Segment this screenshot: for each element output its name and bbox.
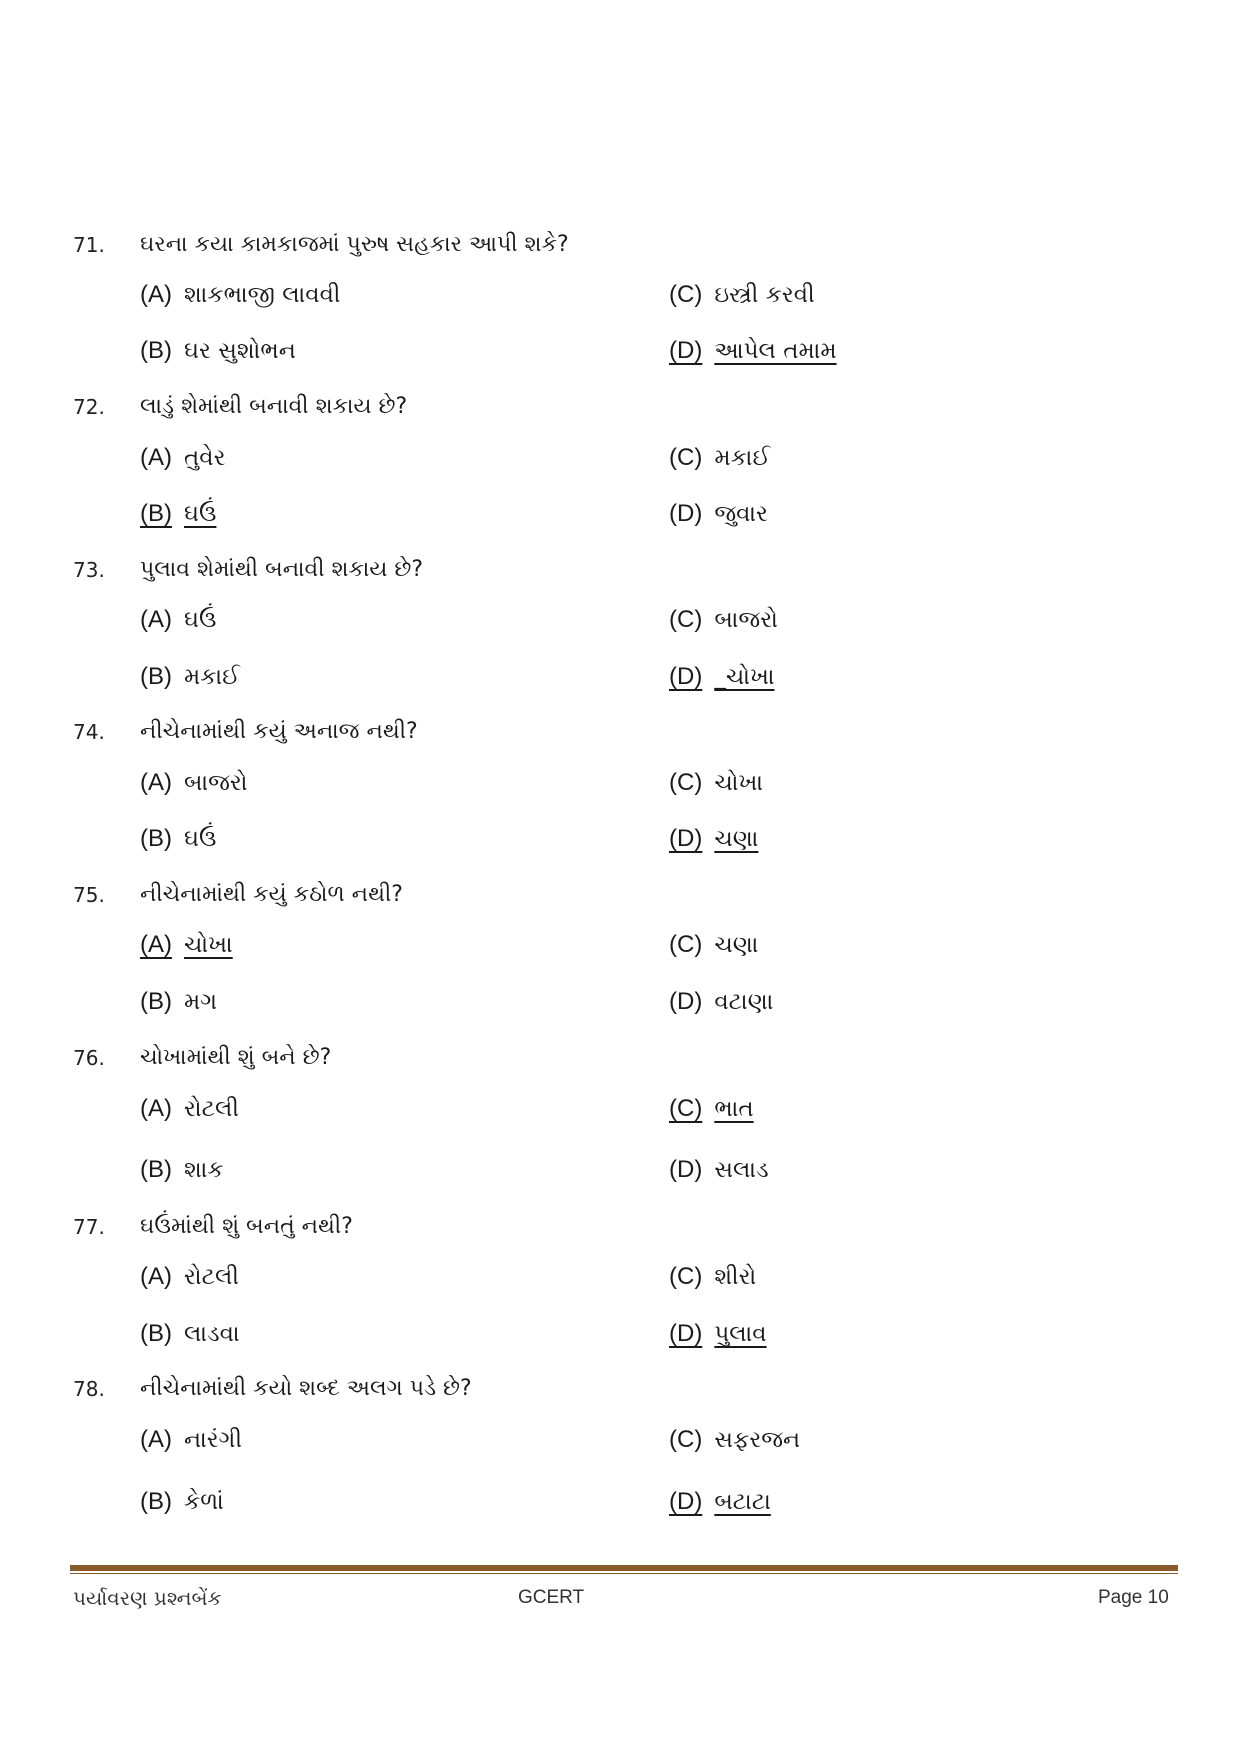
option-label: (D): [669, 1488, 703, 1515]
option-text: ઇસ્ત્રી કરવી: [714, 282, 815, 308]
option-b-correct: [140, 496, 216, 532]
option-label: (A): [140, 1095, 172, 1122]
question-number: 74.: [73, 720, 105, 744]
option-b: [140, 1484, 224, 1520]
option-c: [669, 1422, 800, 1458]
option-c: [669, 440, 770, 476]
option-b: [140, 984, 217, 1020]
option-a: [140, 1422, 242, 1458]
footer-page-number: Page 10: [1098, 1587, 1169, 1608]
option-text: વટાણા: [714, 989, 774, 1015]
option-label: (A): [140, 444, 172, 471]
question-text: નીચેનામાંથી કયું અનાજ નથી?: [140, 719, 418, 744]
option-d: [669, 984, 773, 1020]
question-76: [0, 1041, 1241, 1075]
question-number: 73.: [73, 558, 105, 582]
option-label: (C): [669, 931, 703, 958]
option-text: સલાડ: [714, 1157, 769, 1183]
question-71: [0, 228, 1241, 262]
option-d-correct: [669, 659, 775, 695]
option-text: મકાઈ: [184, 664, 240, 690]
option-text: રોટલી: [184, 1096, 239, 1122]
option-text: ચોખા: [714, 770, 764, 796]
question-number: 76.: [73, 1046, 105, 1070]
option-label: (D): [669, 988, 703, 1015]
option-label: (C): [669, 769, 703, 796]
option-label: (D): [669, 825, 703, 852]
question-78: [0, 1372, 1241, 1406]
question-number: 77.: [73, 1215, 105, 1239]
option-text: રોટલી: [184, 1264, 239, 1290]
option-label: (C): [669, 1426, 703, 1453]
option-label: (A): [140, 1426, 172, 1453]
option-a: [140, 765, 248, 801]
option-label: (B): [140, 337, 172, 364]
option-a: [140, 1259, 239, 1295]
option-d-correct: [669, 821, 758, 857]
option-text: આપેલ તમામ: [714, 338, 837, 364]
option-label: (D): [669, 500, 703, 527]
question-text: ચોખામાંથી શું બને છે?: [140, 1045, 332, 1070]
option-text: ભાત: [714, 1096, 754, 1122]
option-label: (C): [669, 281, 703, 308]
question-number: 75.: [73, 883, 105, 907]
option-text: જુવાર: [714, 501, 768, 527]
option-text: પુલાવ: [714, 1321, 767, 1347]
option-label: (B): [140, 1320, 172, 1347]
option-label: (A): [140, 931, 172, 958]
option-b: [140, 659, 240, 695]
option-label: (C): [669, 1095, 703, 1122]
option-label: (C): [669, 1263, 703, 1290]
question-number: 71.: [73, 233, 105, 257]
option-label: (A): [140, 1263, 172, 1290]
option-d: [669, 1152, 769, 1188]
question-75: [0, 878, 1241, 912]
option-text: ઘઉં: [184, 501, 217, 527]
option-text: નારંગી: [184, 1427, 243, 1453]
question-73: [0, 553, 1241, 587]
option-c: [669, 602, 778, 638]
question-text: પુલાવ શેમાંથી બનાવી શકાય છે?: [140, 557, 424, 582]
option-label: (D): [669, 663, 703, 690]
option-text: ચોખા: [184, 932, 233, 958]
question-number: 78.: [73, 1377, 105, 1401]
option-text: શાક: [184, 1157, 224, 1183]
option-b: [140, 1152, 224, 1188]
option-label: (D): [669, 337, 703, 364]
option-c: [669, 1259, 756, 1295]
option-b: [140, 1316, 240, 1352]
option-c: [669, 927, 758, 963]
footer-divider-thin: [70, 1573, 1178, 1574]
option-a: [140, 277, 341, 313]
option-label: (B): [140, 825, 172, 852]
option-text: સફરજન: [714, 1427, 801, 1453]
option-b: [140, 821, 216, 857]
option-label: (C): [669, 606, 703, 633]
option-text: ઘર સુશોભન: [184, 338, 296, 364]
question-number: 72.: [73, 395, 105, 419]
option-d: [669, 496, 768, 532]
option-text: કેળાં: [184, 1489, 224, 1515]
option-label: (A): [140, 769, 172, 796]
question-text: લાડું શેમાંથી બનાવી શકાય છે?: [140, 394, 408, 419]
option-text: તુવેર: [184, 445, 226, 471]
option-text: ચણા: [714, 932, 759, 958]
option-a-correct: [140, 927, 233, 963]
option-text: બટાટા: [714, 1489, 771, 1515]
option-text: _ચોખા: [714, 664, 775, 690]
question-74: [0, 715, 1241, 749]
option-text: મકાઈ: [714, 445, 771, 471]
option-label: (B): [140, 1488, 172, 1515]
footer-divider: [70, 1565, 1178, 1571]
question-77: [0, 1210, 1241, 1244]
question-text: ઘઉંમાંથી શું બનતું નથી?: [140, 1214, 353, 1239]
option-c-correct: [669, 1091, 754, 1127]
option-a: [140, 1091, 239, 1127]
option-label: (B): [140, 663, 172, 690]
option-text: શાકભાજી લાવવી: [184, 282, 341, 308]
option-label: (D): [669, 1320, 703, 1347]
question-72: [0, 390, 1241, 424]
option-text: મગ: [184, 989, 218, 1015]
option-text: ઘઉં: [184, 826, 217, 852]
option-text: ચણા: [714, 826, 759, 852]
option-text: બાજરો: [714, 607, 778, 633]
question-text: નીચેનામાંથી કયું કઠોળ નથી?: [140, 882, 403, 907]
option-label: (C): [669, 444, 703, 471]
option-label: (A): [140, 281, 172, 308]
option-text: લાડવા: [184, 1321, 240, 1347]
option-label: (A): [140, 606, 172, 633]
option-label: (B): [140, 500, 172, 527]
option-c: [669, 277, 815, 313]
option-text: શીરો: [714, 1264, 757, 1290]
question-text: ઘરના કયા કામકાજમાં પુરુષ સહકાર આપી શકે?: [140, 232, 569, 257]
option-text: ઘઉં: [184, 607, 217, 633]
option-c: [669, 765, 763, 801]
option-label: (B): [140, 1156, 172, 1183]
option-d-correct: [669, 1316, 767, 1352]
page-footer: [0, 1578, 1241, 1618]
option-d-correct: [669, 1484, 771, 1520]
option-label: (B): [140, 988, 172, 1015]
option-d-correct: [669, 333, 837, 369]
option-a: [140, 602, 216, 638]
option-b: [140, 333, 296, 369]
footer-publisher: GCERT: [518, 1587, 585, 1608]
question-text: નીચેનામાંથી કયો શબ્દ અલગ પડે છે?: [140, 1376, 472, 1401]
footer-book-title: પર્યાવરણ પ્રશ્નબેંક: [73, 1586, 222, 1610]
option-a: [140, 440, 225, 476]
option-text: બાજરો: [184, 770, 248, 796]
option-label: (D): [669, 1156, 703, 1183]
